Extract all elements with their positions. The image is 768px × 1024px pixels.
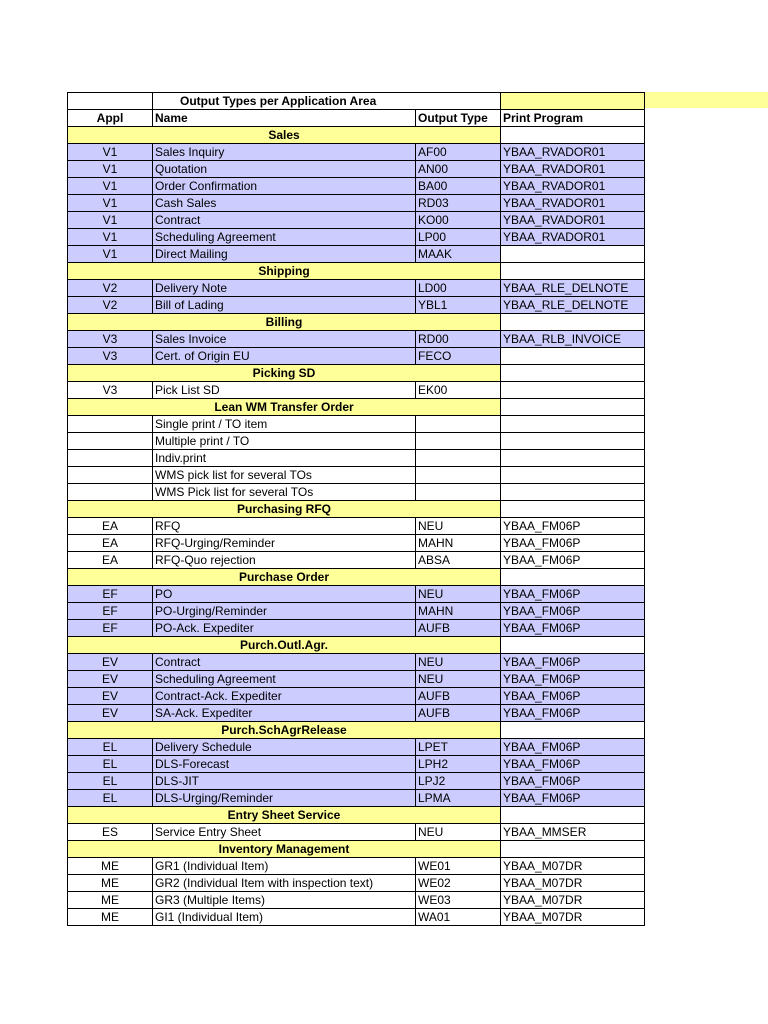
print-program-cell: YBAA_FM06P (501, 773, 645, 790)
section-row (68, 263, 645, 280)
appl-cell (68, 433, 153, 450)
name-cell: Multiple print / TO (153, 433, 416, 450)
name-cell: Service Entry Sheet (153, 824, 416, 841)
table-row (68, 161, 645, 178)
output-type-cell (416, 484, 501, 501)
print-program-cell: YBAA_RLE_DELNOTE (501, 297, 645, 314)
name-cell: PO (153, 586, 416, 603)
output-type-cell: ABSA (416, 552, 501, 569)
output-type-cell (416, 416, 501, 433)
appl-cell: EA (68, 518, 153, 535)
output-type-cell: LP00 (416, 229, 501, 246)
name-cell: Pick List SD (153, 382, 416, 399)
print-program-cell: YBAA_FM06P (501, 620, 645, 637)
table-row (68, 892, 645, 909)
table-row (68, 688, 645, 705)
print-program-cell: YBAA_FM06P (501, 756, 645, 773)
section-empty-cell (501, 501, 645, 518)
table-row (68, 773, 645, 790)
output-type-cell: LPET (416, 739, 501, 756)
print-program-cell: YBAA_FM06P (501, 535, 645, 552)
section-empty-cell (501, 841, 645, 858)
appl-cell: V2 (68, 297, 153, 314)
name-cell: GR3 (Multiple Items) (153, 892, 416, 909)
appl-cell: EA (68, 552, 153, 569)
output-type-cell: NEU (416, 671, 501, 688)
output-type-cell: RD00 (416, 331, 501, 348)
section-title: Shipping (68, 263, 501, 280)
section-empty-cell (501, 314, 645, 331)
print-program-cell: YBAA_M07DR (501, 892, 645, 909)
section-title: Purch.Outl.Agr. (68, 637, 501, 654)
appl-cell: EL (68, 773, 153, 790)
output-type-cell (416, 433, 501, 450)
output-type-cell (416, 450, 501, 467)
appl-cell: EL (68, 756, 153, 773)
appl-cell: V1 (68, 144, 153, 161)
name-cell: SA-Ack. Expediter (153, 705, 416, 722)
output-type-cell: KO00 (416, 212, 501, 229)
output-type-cell: NEU (416, 654, 501, 671)
print-program-cell (501, 348, 645, 365)
table-row (68, 518, 645, 535)
table-row (68, 229, 645, 246)
appl-cell: EV (68, 671, 153, 688)
print-program-cell: YBAA_FM06P (501, 790, 645, 807)
print-program-cell: YBAA_FM06P (501, 705, 645, 722)
output-type-cell: WE02 (416, 875, 501, 892)
output-type-cell: YBL1 (416, 297, 501, 314)
appl-cell: EF (68, 586, 153, 603)
table-row (68, 535, 645, 552)
output-type-cell: EK00 (416, 382, 501, 399)
name-cell: RFQ-Urging/Reminder (153, 535, 416, 552)
table-row (68, 280, 645, 297)
table-row (68, 297, 645, 314)
appl-cell: V1 (68, 212, 153, 229)
appl-cell: EF (68, 603, 153, 620)
name-cell: Bill of Lading (153, 297, 416, 314)
name-cell: RFQ (153, 518, 416, 535)
table-row (68, 909, 645, 926)
print-program-cell: YBAA_FM06P (501, 518, 645, 535)
table-row (68, 756, 645, 773)
header-row (68, 110, 645, 127)
print-program-cell: YBAA_RLE_DELNOTE (501, 280, 645, 297)
table-row (68, 552, 645, 569)
output-type-cell: FECO (416, 348, 501, 365)
output-type-cell: AUFB (416, 705, 501, 722)
appl-cell: ME (68, 858, 153, 875)
appl-cell: EV (68, 705, 153, 722)
table-title: Output Types per Application Area (153, 93, 501, 110)
name-cell: Cert. of Origin EU (153, 348, 416, 365)
output-type-cell (416, 467, 501, 484)
output-type-cell: MAHN (416, 535, 501, 552)
name-cell: Cash Sales (153, 195, 416, 212)
output-type-cell: WE03 (416, 892, 501, 909)
print-program-cell: YBAA_RLB_INVOICE (501, 331, 645, 348)
output-type-cell: WE01 (416, 858, 501, 875)
section-empty-cell (501, 263, 645, 280)
output-type-cell: NEU (416, 824, 501, 841)
table-row (68, 178, 645, 195)
section-empty-cell (501, 722, 645, 739)
section-title: Picking SD (68, 365, 501, 382)
name-cell: RFQ-Quo rejection (153, 552, 416, 569)
section-empty-cell (501, 637, 645, 654)
appl-cell: V2 (68, 280, 153, 297)
table-row (68, 212, 645, 229)
print-program-cell: YBAA_RVADOR01 (501, 195, 645, 212)
print-program-cell: YBAA_RVADOR01 (501, 229, 645, 246)
appl-cell: V1 (68, 195, 153, 212)
section-row (68, 807, 645, 824)
section-title: Purchasing RFQ (68, 501, 501, 518)
output-type-cell: AUFB (416, 620, 501, 637)
section-row (68, 722, 645, 739)
print-program-cell: YBAA_MMSER (501, 824, 645, 841)
output-type-cell: AF00 (416, 144, 501, 161)
appl-cell: EV (68, 654, 153, 671)
table-row (68, 824, 645, 841)
section-row (68, 365, 645, 382)
appl-cell: V3 (68, 331, 153, 348)
appl-cell: EL (68, 790, 153, 807)
name-cell: Indiv.print (153, 450, 416, 467)
section-empty-cell (501, 399, 645, 416)
table-row (68, 144, 645, 161)
output-type-cell: LPH2 (416, 756, 501, 773)
table-row (68, 450, 645, 467)
appl-cell: EA (68, 535, 153, 552)
name-cell: GI1 (Individual Item) (153, 909, 416, 926)
table-row (68, 467, 645, 484)
section-empty-cell (501, 365, 645, 382)
table-row (68, 195, 645, 212)
print-program-cell (501, 433, 645, 450)
appl-cell (68, 450, 153, 467)
name-cell: Scheduling Agreement (153, 229, 416, 246)
output-type-cell: NEU (416, 518, 501, 535)
title-yellow-cell (501, 93, 645, 110)
output-type-cell: LPMA (416, 790, 501, 807)
print-program-cell: YBAA_RVADOR01 (501, 161, 645, 178)
appl-cell (68, 467, 153, 484)
output-type-cell: MAHN (416, 603, 501, 620)
output-type-cell: BA00 (416, 178, 501, 195)
title-row (68, 93, 645, 110)
header-name: Name (153, 110, 416, 127)
section-row (68, 399, 645, 416)
section-empty-cell (501, 569, 645, 586)
print-program-cell: YBAA_FM06P (501, 671, 645, 688)
table-row (68, 790, 645, 807)
name-cell: WMS pick list for several TOs (153, 467, 416, 484)
name-cell: WMS Pick list for several TOs (153, 484, 416, 501)
output-type-cell: LPJ2 (416, 773, 501, 790)
print-program-cell (501, 450, 645, 467)
section-title: Entry Sheet Service (68, 807, 501, 824)
print-program-cell: YBAA_RVADOR01 (501, 144, 645, 161)
name-cell: Quotation (153, 161, 416, 178)
output-type-cell: RD03 (416, 195, 501, 212)
name-cell: DLS-Urging/Reminder (153, 790, 416, 807)
print-program-cell: YBAA_FM06P (501, 552, 645, 569)
highlight-strip (640, 92, 768, 108)
appl-cell: V1 (68, 178, 153, 195)
appl-cell: EV (68, 688, 153, 705)
appl-cell: ME (68, 875, 153, 892)
name-cell: Delivery Schedule (153, 739, 416, 756)
print-program-cell: YBAA_RVADOR01 (501, 212, 645, 229)
appl-cell: V1 (68, 161, 153, 178)
name-cell: Sales Inquiry (153, 144, 416, 161)
header-print-program: Print Program (501, 110, 645, 127)
section-row (68, 314, 645, 331)
appl-cell: V1 (68, 246, 153, 263)
header-appl: Appl (68, 110, 153, 127)
appl-cell: ME (68, 909, 153, 926)
title-empty-cell (68, 93, 153, 110)
print-program-cell: YBAA_FM06P (501, 603, 645, 620)
name-cell: GR2 (Individual Item with inspection text) (153, 875, 416, 892)
output-type-cell: AUFB (416, 688, 501, 705)
print-program-cell: YBAA_FM06P (501, 586, 645, 603)
section-row (68, 127, 645, 144)
appl-cell: EL (68, 739, 153, 756)
header-output-type: Output Type (416, 110, 501, 127)
section-title: Purchase Order (68, 569, 501, 586)
section-row (68, 841, 645, 858)
table-row (68, 348, 645, 365)
print-program-cell: YBAA_FM06P (501, 688, 645, 705)
output-type-cell: NEU (416, 586, 501, 603)
section-title: Inventory Management (68, 841, 501, 858)
output-type-cell: AN00 (416, 161, 501, 178)
print-program-cell: YBAA_M07DR (501, 875, 645, 892)
name-cell: Direct Mailing (153, 246, 416, 263)
table-row (68, 705, 645, 722)
output-type-cell: WA01 (416, 909, 501, 926)
table-row (68, 654, 645, 671)
appl-cell: ES (68, 824, 153, 841)
section-title: Purch.SchAgrRelease (68, 722, 501, 739)
section-empty-cell (501, 127, 645, 144)
table-row (68, 858, 645, 875)
print-program-cell: YBAA_FM06P (501, 654, 645, 671)
table-row (68, 603, 645, 620)
name-cell: GR1 (Individual Item) (153, 858, 416, 875)
table-row (68, 416, 645, 433)
appl-cell: V3 (68, 348, 153, 365)
table-row (68, 739, 645, 756)
appl-cell (68, 484, 153, 501)
name-cell: PO-Urging/Reminder (153, 603, 416, 620)
print-program-cell (501, 382, 645, 399)
print-program-cell: YBAA_M07DR (501, 909, 645, 926)
name-cell: Delivery Note (153, 280, 416, 297)
table-row (68, 484, 645, 501)
name-cell: DLS-Forecast (153, 756, 416, 773)
table-row (68, 382, 645, 399)
name-cell: Sales Invoice (153, 331, 416, 348)
print-program-cell (501, 467, 645, 484)
section-title: Billing (68, 314, 501, 331)
section-row (68, 501, 645, 518)
table-row (68, 246, 645, 263)
table-row (68, 586, 645, 603)
section-row (68, 637, 645, 654)
name-cell: Order Confirmation (153, 178, 416, 195)
print-program-cell: YBAA_RVADOR01 (501, 178, 645, 195)
table-row (68, 671, 645, 688)
appl-cell: EF (68, 620, 153, 637)
output-type-cell: MAAK (416, 246, 501, 263)
section-empty-cell (501, 807, 645, 824)
appl-cell: V3 (68, 382, 153, 399)
print-program-cell (501, 246, 645, 263)
name-cell: Scheduling Agreement (153, 671, 416, 688)
table-row (68, 620, 645, 637)
table-row (68, 331, 645, 348)
name-cell: Contract (153, 212, 416, 229)
table-row (68, 875, 645, 892)
name-cell: DLS-JIT (153, 773, 416, 790)
print-program-cell (501, 484, 645, 501)
name-cell: Single print / TO item (153, 416, 416, 433)
name-cell: PO-Ack. Expediter (153, 620, 416, 637)
output-types-table (67, 92, 645, 926)
section-row (68, 569, 645, 586)
print-program-cell: YBAA_M07DR (501, 858, 645, 875)
section-title: Lean WM Transfer Order (68, 399, 501, 416)
appl-cell: ME (68, 892, 153, 909)
print-program-cell: YBAA_FM06P (501, 739, 645, 756)
appl-cell: V1 (68, 229, 153, 246)
name-cell: Contract-Ack. Expediter (153, 688, 416, 705)
table-row (68, 433, 645, 450)
print-program-cell (501, 416, 645, 433)
appl-cell (68, 416, 153, 433)
output-type-cell: LD00 (416, 280, 501, 297)
name-cell: Contract (153, 654, 416, 671)
section-title: Sales (68, 127, 501, 144)
